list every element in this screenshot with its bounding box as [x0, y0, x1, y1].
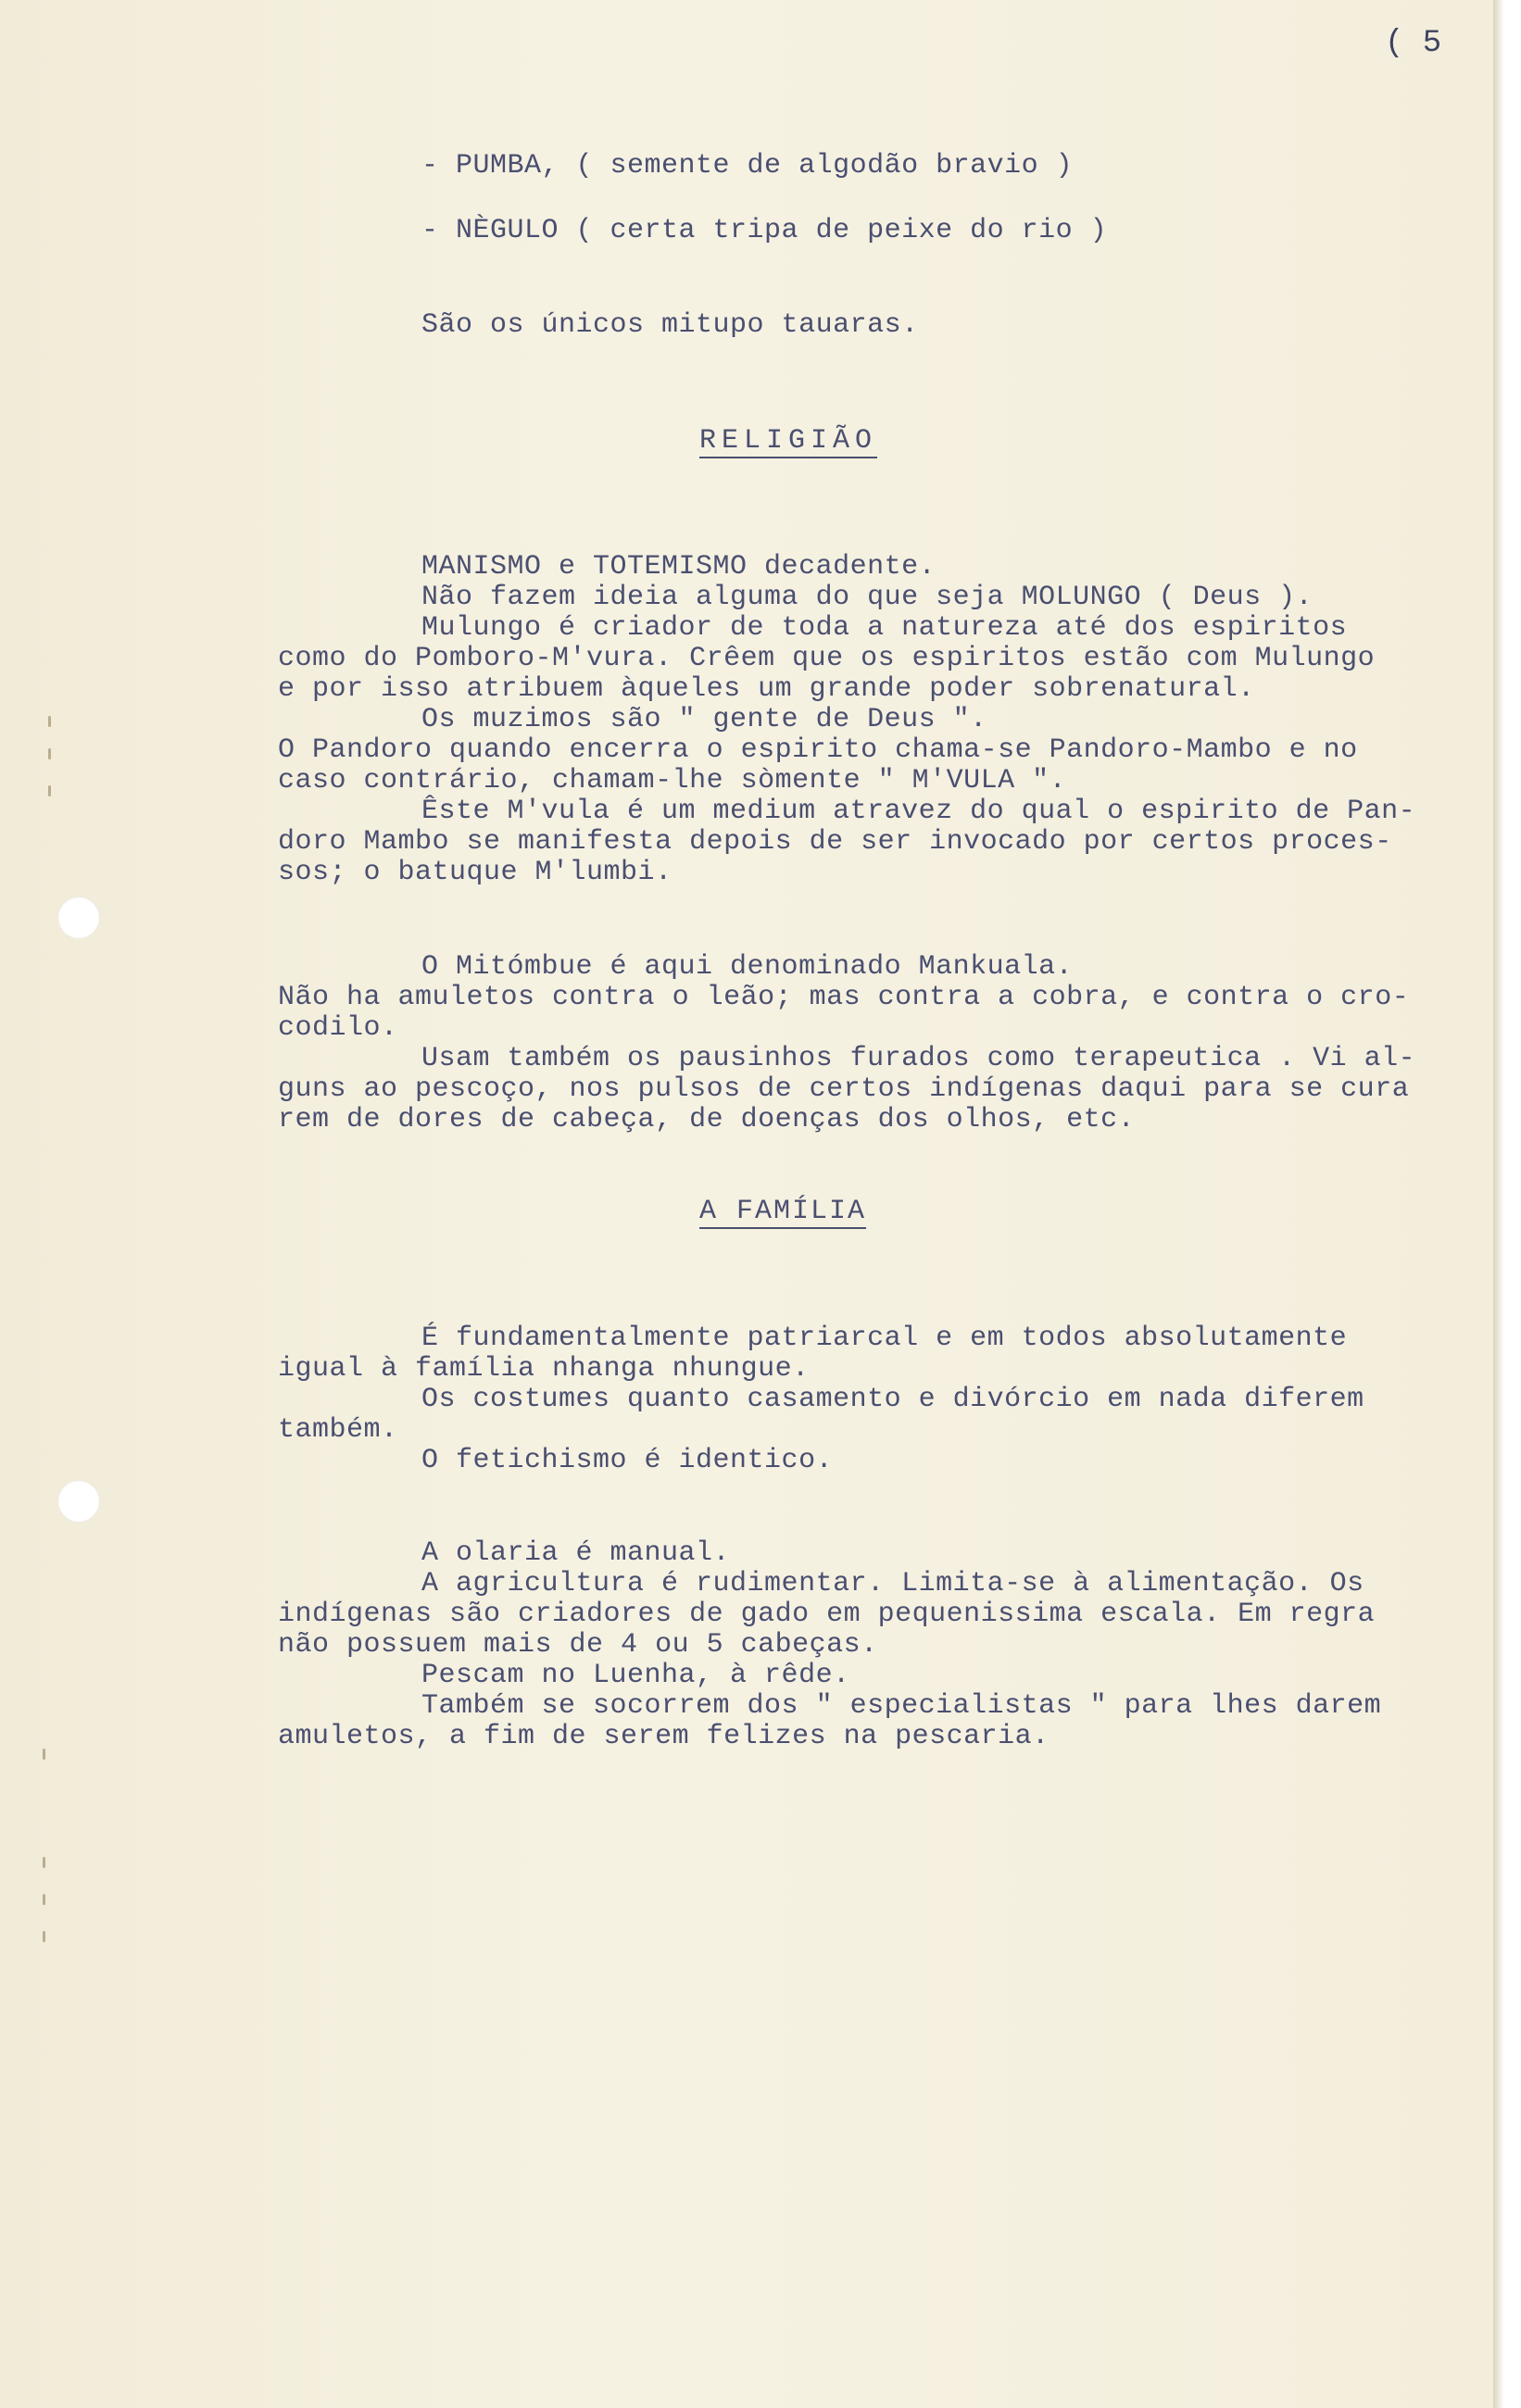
margin-mark — [43, 1857, 45, 1868]
section-heading-religiao: RELIGIÃO — [699, 425, 878, 457]
paragraph-line: codilo. — [278, 1012, 398, 1044]
mitupo-item-pumba: - PUMBA, ( semente de algodão bravio ) — [421, 150, 1074, 182]
mitupo-summary: São os únicos mitupo tauaras. — [421, 309, 919, 341]
paragraph-line: não possuem mais de 4 ou 5 cabeças. — [278, 1629, 878, 1661]
paragraph-line: Os muzimos são " gente de Deus ". — [421, 704, 987, 735]
paragraph-line: como do Pomboro-M'vura. Crêem que os espiritos estão com Mulungo — [278, 643, 1376, 674]
paragraph-line: Usam também os pausinhos furados como terapeutica . Vi al- — [421, 1043, 1416, 1074]
paragraph-line: guns ao pescoço, nos pulsos de certos indígenas daqui para se cura — [278, 1073, 1410, 1105]
paragraph-line: O Mitómbue é aqui denominado Mankuala. — [421, 951, 1074, 983]
paragraph-line: amuletos, a fim de serem felizes na pescaria. — [278, 1721, 1050, 1752]
paragraph-line: indígenas são criadores de gado em pequenissima escala. Em regra — [278, 1599, 1376, 1630]
margin-mark — [48, 716, 51, 727]
paragraph-line: Não ha amuletos contra o leão; mas contra a cobra, e contra o cro- — [278, 982, 1410, 1013]
paragraph-line: Êste M'vula é um medium atravez do qual o espirito de Pan- — [421, 796, 1416, 827]
margin-mark — [48, 785, 51, 796]
paragraph-line: Também se socorrem dos " especialistas " para lhes darem — [421, 1690, 1382, 1722]
paragraph-line: MANISMO e TOTEMISMO decadente. — [421, 551, 936, 583]
section-heading-familia: A FAMÍLIA — [699, 1196, 867, 1227]
paragraph-line: É fundamentalmente patriarcal e em todos absolutamente — [421, 1323, 1348, 1354]
page-number: ( 5 — [1385, 26, 1442, 61]
paragraph-line: Pescam no Luenha, à rêde. — [421, 1660, 850, 1691]
page-edge — [1493, 0, 1521, 2408]
paragraph-line: e por isso atribuem àqueles um grande poder sobrenatural. — [278, 673, 1255, 705]
paragraph-line: caso contrário, chamam-lhe sòmente " M'VULA ". — [278, 765, 1067, 796]
margin-mark — [43, 1931, 45, 1942]
paragraph-line: A olaria é manual. — [421, 1537, 731, 1569]
paragraph-line: A agricultura é rudimentar. Limita-se à alimentação. Os — [421, 1568, 1364, 1599]
paragraph-line: O fetichismo é identico. — [421, 1445, 834, 1476]
paragraph-line: O Pandoro quando encerra o espirito chama-se Pandoro-Mambo e no — [278, 734, 1358, 766]
paragraph-line: igual à família nhanga nhungue. — [278, 1353, 810, 1385]
margin-mark — [43, 1894, 45, 1905]
punch-hole-bottom — [57, 1480, 100, 1523]
mitupo-item-negulo: - NÈGULO ( certa tripa de peixe do rio ) — [421, 215, 1108, 246]
paragraph-line: Os costumes quanto casamento e divórcio em nada diferem — [421, 1384, 1364, 1415]
paragraph-line: doro Mambo se manifesta depois de ser invocado por certos proces- — [278, 826, 1392, 858]
paragraph-line: também. — [278, 1414, 398, 1446]
punch-hole-top — [57, 897, 100, 939]
margin-mark — [43, 1749, 45, 1760]
paragraph-line: Mulungo é criador de toda a natureza até dos espiritos — [421, 612, 1348, 644]
paragraph-line: rem de dores de cabeça, de doenças dos olhos, etc. — [278, 1104, 1136, 1135]
paragraph-line: Não fazem ideia alguma do que seja MOLUNGO ( Deus ). — [421, 582, 1314, 613]
paragraph-line: sos; o batuque M'lumbi. — [278, 857, 673, 888]
margin-mark — [48, 748, 51, 759]
